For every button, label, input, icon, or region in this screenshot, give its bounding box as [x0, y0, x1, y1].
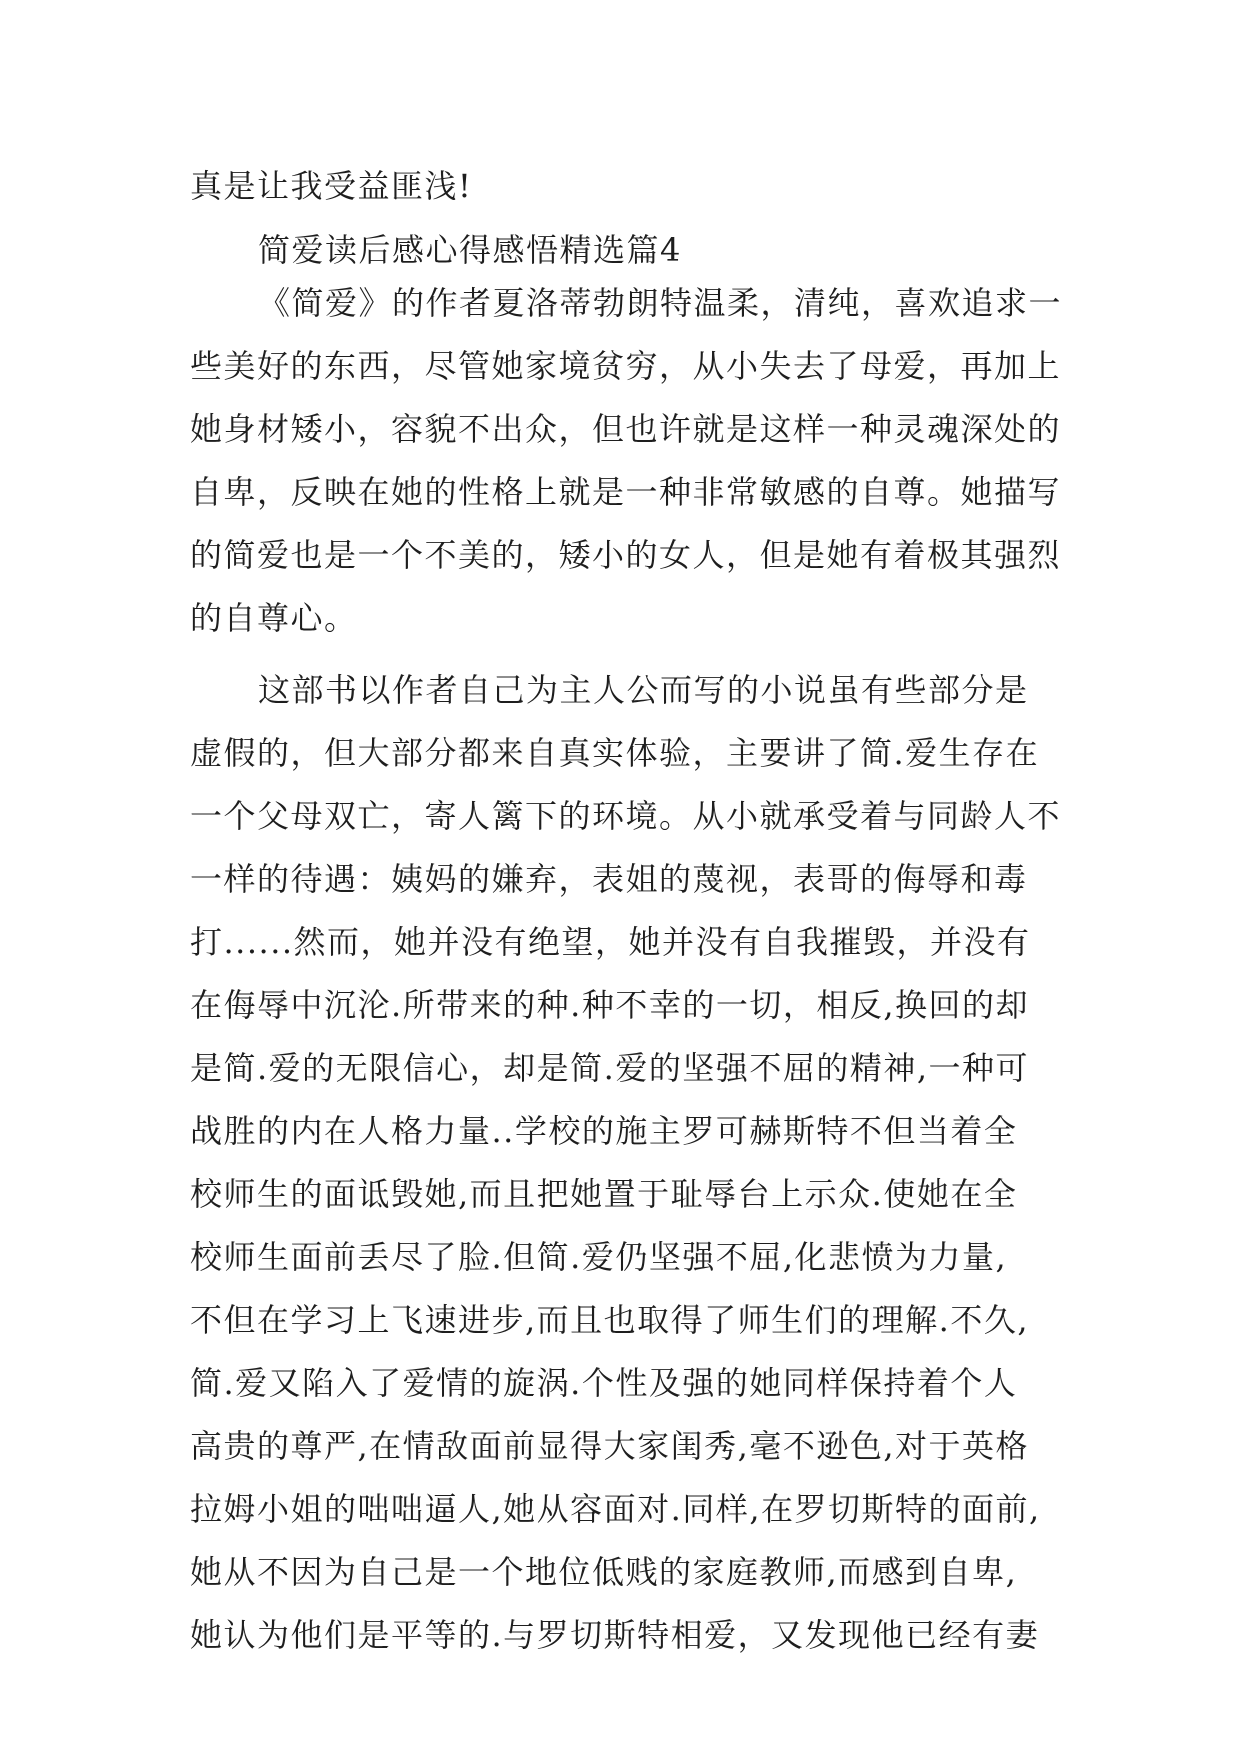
section-heading: 简爱读后感心得感悟精选篇4 [258, 231, 682, 269]
text-line: 校师生面前丢尽了脸.但简.爱仍坚强不屈,化悲愤为力量, [190, 1238, 1008, 1276]
text-line: 她从不因为自己是一个地位低贱的家庭教师,而感到自卑, [190, 1553, 1018, 1591]
text-line: 拉姆小姐的咄咄逼人,她从容面对.同样,在罗切斯特的面前, [190, 1490, 1041, 1528]
text-line: 战胜的内在人格力量..学校的施主罗可赫斯特不但当着全 [190, 1112, 1018, 1150]
text-line: 校师生的面诋毁她,而且把她置于耻辱台上示众.使她在全 [190, 1175, 1018, 1213]
text-line: 《简爱》的作者夏洛蒂勃朗特温柔，清纯，喜欢追求一 [258, 284, 1063, 322]
text-line: 高贵的尊严,在情敌面前显得大家闺秀,毫不逊色,对于英格 [190, 1427, 1030, 1465]
text-line: 打......然而，她并没有绝望，她并没有自我摧毁，并没有 [190, 923, 1031, 961]
text-line: 些美好的东西，尽管她家境贫穷，从小失去了母爱，再加上 [190, 347, 1062, 385]
text-line: 一个父母双亡，寄人篱下的环境。从小就承受着与同龄人不 [190, 797, 1062, 835]
text-line: 是简.爱的无限信心，却是简.爱的坚强不屈的精神,一种可 [190, 1049, 1030, 1087]
text-line: 简.爱又陷入了爱情的旋涡.个性及强的她同样保持着个人 [190, 1364, 1018, 1402]
text-line: 自卑，反映在她的性格上就是一种非常敏感的自尊。她描写 [190, 473, 1062, 511]
text-line: 她认为他们是平等的.与罗切斯特相爱，又发现他已经有妻 [190, 1616, 1040, 1654]
text-line: 她身材矮小，容貌不出众，但也许就是这样一种灵魂深处的 [190, 410, 1062, 448]
text-line: 的简爱也是一个不美的，矮小的女人，但是她有着极其强烈 [190, 536, 1062, 574]
text-line: 真是让我受益匪浅! [190, 167, 473, 205]
text-line: 的自尊心。 [190, 599, 358, 637]
text-line: 这部书以作者自己为主人公而写的小说虽有些部分是 [258, 671, 1029, 709]
text-line: 一样的待遇：姨妈的嫌弃，表姐的蔑视，表哥的侮辱和毒 [190, 860, 1028, 898]
text-line: 不但在学习上飞速进步,而且也取得了师生们的理解.不久, [190, 1301, 1030, 1339]
text-line: 虚假的，但大部分都来自真实体验，主要讲了简.爱生存在 [190, 734, 1040, 772]
text-line: 在侮辱中沉沦.所带来的种.种不幸的一切，相反,换回的却 [190, 986, 1030, 1024]
